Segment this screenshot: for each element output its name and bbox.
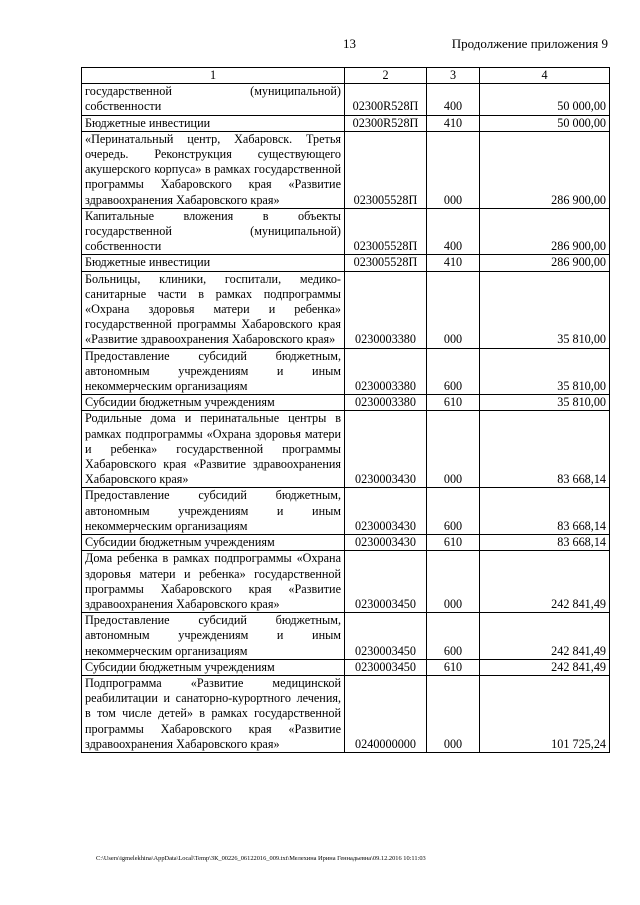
row-sum: 242 841,49 — [480, 613, 610, 660]
row-code: 0240000000 — [345, 675, 427, 752]
row-sum: 286 900,00 — [480, 255, 610, 271]
table-row — [82, 208, 610, 255]
row-expense-type: 610 — [427, 659, 480, 675]
row-expense-type: 410 — [427, 255, 480, 271]
row-expense-type: 000 — [427, 411, 480, 488]
row-code: 023005528П — [345, 255, 427, 271]
budget-table — [81, 67, 610, 753]
row-code: 0230003450 — [345, 613, 427, 660]
row-code: 023005528П — [345, 208, 427, 255]
row-code: 0230003430 — [345, 488, 427, 535]
row-name: Родильные дома и перинатальные центры в рамках подпрограммы «Охрана здоровья матери и ребенка» государственной программы Хабаровского края «Развитие здравоохранения Хабаровского края» — [82, 411, 345, 488]
row-name: Капитальные вложения в объекты государственной (муниципальной) собственности — [82, 208, 345, 255]
row-name: Дома ребенка в рамках подпрограммы «Охрана здоровья матери и ребенка» государственной программы Хабаровского края «Развитие здравоохранения Хабаровского края» — [82, 551, 345, 613]
row-sum: 242 841,49 — [480, 659, 610, 675]
row-name: Предоставление субсидий бюджетным, автономным учреждениям и иным некоммерческим организациям — [82, 488, 345, 535]
row-sum: 83 668,14 — [480, 411, 610, 488]
row-sum: 50 000,00 — [480, 115, 610, 131]
row-name: Субсидии бюджетным учреждениям — [82, 535, 345, 551]
continuation-label: Продолжение приложения 9 — [451, 36, 608, 51]
table-row — [82, 348, 610, 395]
row-expense-type: 000 — [427, 551, 480, 613]
row-code: 0230003430 — [345, 535, 427, 551]
row-code: 02300R528П — [345, 84, 427, 115]
row-sum: 101 725,24 — [480, 675, 610, 752]
row-sum: 83 668,14 — [480, 535, 610, 551]
row-sum: 286 900,00 — [480, 208, 610, 255]
row-expense-type: 000 — [427, 271, 480, 348]
table-row — [82, 255, 610, 271]
table-row — [82, 613, 610, 660]
page-number: 13 — [343, 36, 356, 51]
row-expense-type: 000 — [427, 131, 480, 208]
table-row — [82, 535, 610, 551]
row-sum: 83 668,14 — [480, 488, 610, 535]
row-code: 02300R528П — [345, 115, 427, 131]
row-name: Бюджетные инвестиции — [82, 255, 345, 271]
column-number: 2 — [345, 68, 427, 84]
row-expense-type: 610 — [427, 535, 480, 551]
row-name: государственной (муниципальной) собственности — [82, 84, 345, 115]
row-code: 0230003380 — [345, 395, 427, 411]
row-expense-type: 410 — [427, 115, 480, 131]
row-sum: 242 841,49 — [480, 551, 610, 613]
column-number: 3 — [427, 68, 480, 84]
row-name: Субсидии бюджетным учреждениям — [82, 395, 345, 411]
row-expense-type: 610 — [427, 395, 480, 411]
row-sum: 286 900,00 — [480, 131, 610, 208]
row-name: Субсидии бюджетным учреждениям — [82, 659, 345, 675]
row-sum: 35 810,00 — [480, 271, 610, 348]
table-row — [82, 488, 610, 535]
row-code: 023005528П — [345, 131, 427, 208]
row-sum: 35 810,00 — [480, 395, 610, 411]
row-expense-type: 000 — [427, 675, 480, 752]
row-name: Предоставление субсидий бюджетным, автономным учреждениям и иным некоммерческим организациям — [82, 348, 345, 395]
row-code: 0230003380 — [345, 271, 427, 348]
file-path-footer: C:\Users\igmelekhina\AppData\Local\Temp\ЗК_00226_06122016_009.txt\Мелехина Ирина Геннадьевна\09.12.2016 10:11:03 — [96, 855, 426, 862]
table-row — [82, 271, 610, 348]
row-code: 0230003450 — [345, 551, 427, 613]
row-expense-type: 600 — [427, 348, 480, 395]
table-row — [82, 115, 610, 131]
column-number: 4 — [480, 68, 610, 84]
row-expense-type: 600 — [427, 613, 480, 660]
table-row — [82, 659, 610, 675]
column-number: 1 — [82, 68, 345, 84]
row-name: Бюджетные инвестиции — [82, 115, 345, 131]
row-name: Подпрограмма «Развитие медицинской реабилитации и санаторно-курортного лечения, в том числе детей» в рамках государственной программы Хабаровского края «Развитие здравоохранения Хабаровского края» — [82, 675, 345, 752]
row-name: «Перинатальный центр, Хабаровск. Третья очередь. Реконструкция существующего акушерского корпуса» в рамках государственной программы Хабаровского края «Развитие здравоохранения Хабаровского края» — [82, 131, 345, 208]
row-expense-type: 600 — [427, 488, 480, 535]
row-sum: 35 810,00 — [480, 348, 610, 395]
table-row — [82, 131, 610, 208]
table-row — [82, 395, 610, 411]
row-sum: 50 000,00 — [480, 84, 610, 115]
row-code: 0230003430 — [345, 411, 427, 488]
column-number-row — [82, 68, 610, 84]
table-row — [82, 84, 610, 115]
table-row — [82, 551, 610, 613]
row-name: Больницы, клиники, госпитали, медико-санитарные части в рамках подпрограммы «Охрана здоровья матери и ребенка» государственной программы Хабаровского края «Развитие здравоохранения Хабаровского края» — [82, 271, 345, 348]
row-code: 0230003380 — [345, 348, 427, 395]
table-row — [82, 411, 610, 488]
row-expense-type: 400 — [427, 84, 480, 115]
table-row — [82, 675, 610, 752]
row-code: 0230003450 — [345, 659, 427, 675]
row-expense-type: 400 — [427, 208, 480, 255]
row-name: Предоставление субсидий бюджетным, автономным учреждениям и иным некоммерческим организациям — [82, 613, 345, 660]
